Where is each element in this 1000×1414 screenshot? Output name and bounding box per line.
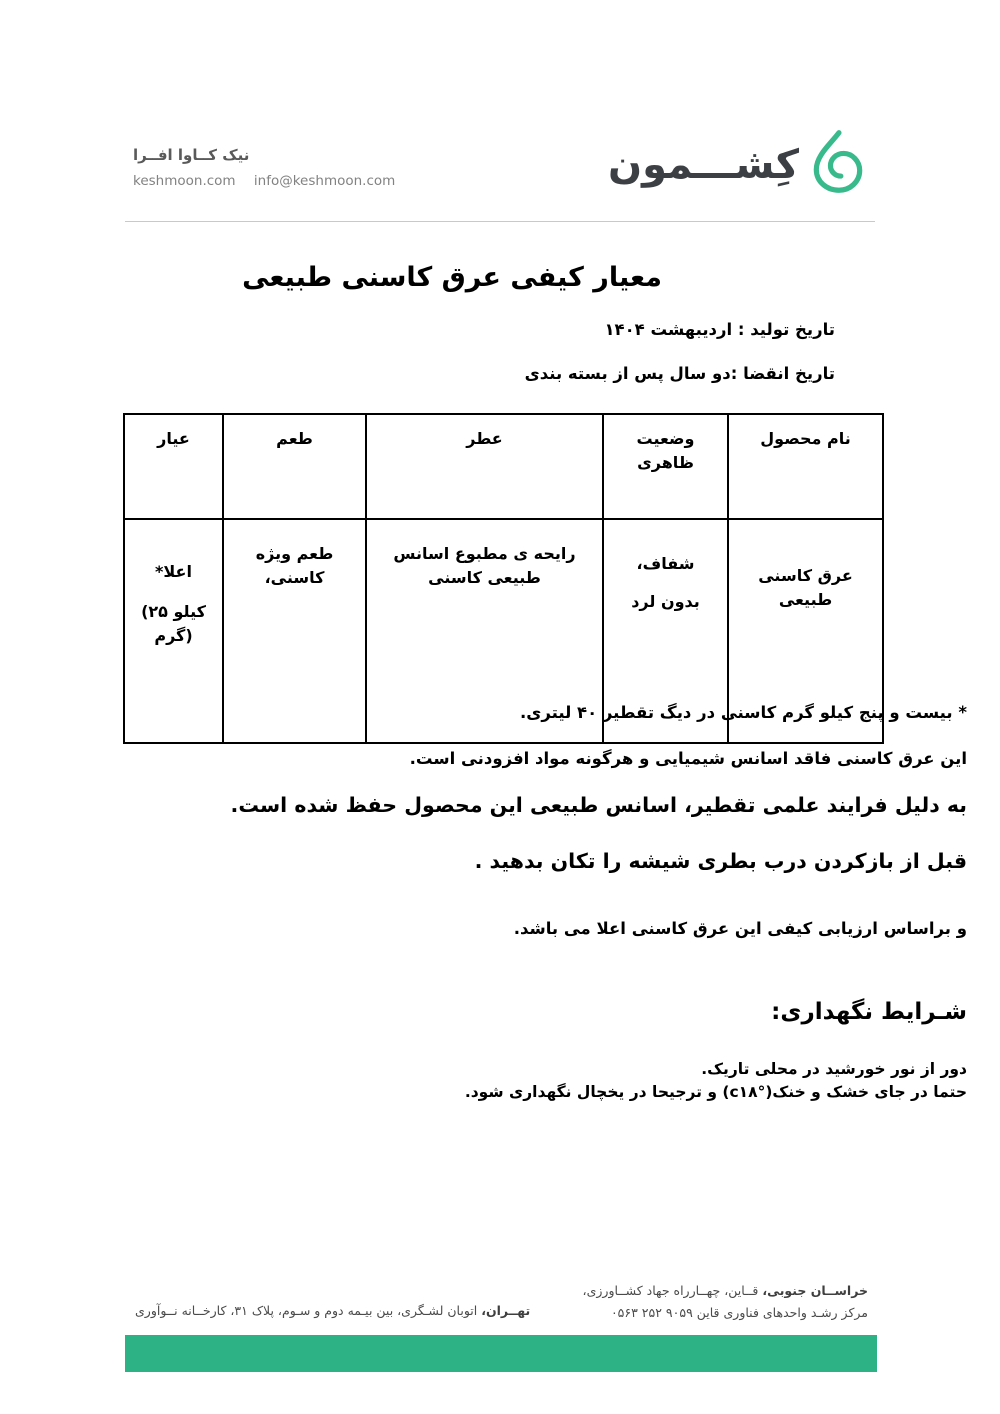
company-block: [133, 146, 409, 189]
keshmoon-drop-icon: [809, 128, 867, 194]
footer-address-text: اتوبان لشـگری، بین بیـمه دوم و سـوم، پلاک ۳۱، کارخــانه نــوآوری: [135, 1303, 482, 1318]
storage-line-dark-place: دور از نور خورشید در محلی تاریک.: [701, 1060, 967, 1078]
company-name: نیک کــاوا افــرا: [133, 146, 250, 164]
cell-taste: [223, 519, 366, 743]
footer-address-qaen: [583, 1280, 868, 1324]
brand-logo: [608, 128, 867, 194]
footer-phone-line: مرکز رشـد واحدهای فناوری قاین ۹۰۵۹ ۲۵۲ ۰۵۶۳: [610, 1304, 868, 1320]
brand-wordmark: کِشـــمون: [607, 142, 799, 188]
col-header-aroma: عطر: [366, 414, 603, 519]
aroma-line: طبیعی کاسنی: [428, 568, 541, 587]
header-divider: [125, 221, 875, 222]
col-header-grade: عیار: [124, 414, 223, 519]
grade-value: اعلا*: [155, 562, 192, 581]
note-evaluation: و براساس ارزیابی کیفی این عرق کاسنی اعلا می باشد.: [513, 919, 967, 938]
table-header-row: [124, 414, 883, 519]
footer-city-label: تهــران،: [481, 1303, 531, 1318]
page-title: معیار کیفی عرق کاسنی طبیعی: [242, 262, 662, 293]
footer-address-line: [583, 1302, 868, 1324]
footer-address-line: [583, 1280, 868, 1302]
appearance-line: شفاف،: [636, 554, 695, 573]
taste-line: طعم ویژه: [255, 544, 334, 563]
footer-address-tehran: [135, 1303, 530, 1318]
note-no-additives: این عرق کاسنی فاقد اسانس شیمیایی و هرگونه مواد افزودنی است.: [409, 749, 967, 768]
storage-line-cool-dry: حتما در جای خشک و خنک(c۱۸°) و ترجیحا در یخچال نگهداری شود.: [464, 1083, 967, 1102]
footnote-distiller: * بیست و پنج کیلو گرم کاسنی در دیگ تقطیر ۴۰ لیتری.: [519, 703, 967, 722]
col-header-appearance: وضعیت ظاهری: [603, 414, 728, 519]
product-name-line: طبیعی: [778, 590, 833, 609]
website-link: keshmoon.com: [133, 173, 236, 189]
grade-weight-line: (۲۵ کیلو: [141, 602, 206, 621]
footer-region-label: خراســان جنوبی،: [762, 1283, 868, 1298]
footer-address-text: قــاین، چهــارراه جهاد کشــاورزی،: [582, 1283, 763, 1298]
cell-grade: [124, 519, 223, 743]
grade-weight-line: گرم): [154, 626, 193, 645]
email-link: info@keshmoon.com: [253, 173, 396, 189]
storage-heading: شـرایط نگهداری:: [771, 999, 967, 1025]
footer-green-bar: [125, 1335, 877, 1372]
col-header-taste: طعم: [223, 414, 366, 519]
company-contact: [133, 173, 409, 189]
note-distillation: به دلیل فرایند علمی تقطیر، اسانس طبیعی این محصول حفظ شده است.: [230, 793, 967, 817]
spec-table: [123, 413, 884, 744]
taste-line: کاسنی،: [264, 568, 325, 587]
col-header-product-name: نام محصول: [728, 414, 883, 519]
storage-instructions: [465, 1058, 967, 1105]
production-date: تاریخ تولید : اردیبهشت ۱۴۰۴: [604, 320, 835, 339]
appearance-line: بدون لرد: [631, 592, 700, 611]
expiry-date: تاریخ انقضا :دو سال پس از بسته بندی: [524, 364, 835, 383]
product-name-line: عرق کاسنی: [758, 566, 853, 585]
note-shake-before-open: قبل از بازکردن درب بطری شیشه را تکان بدهید .: [474, 849, 967, 873]
aroma-line: رایحه ی مطبوع اسانس: [393, 544, 576, 563]
